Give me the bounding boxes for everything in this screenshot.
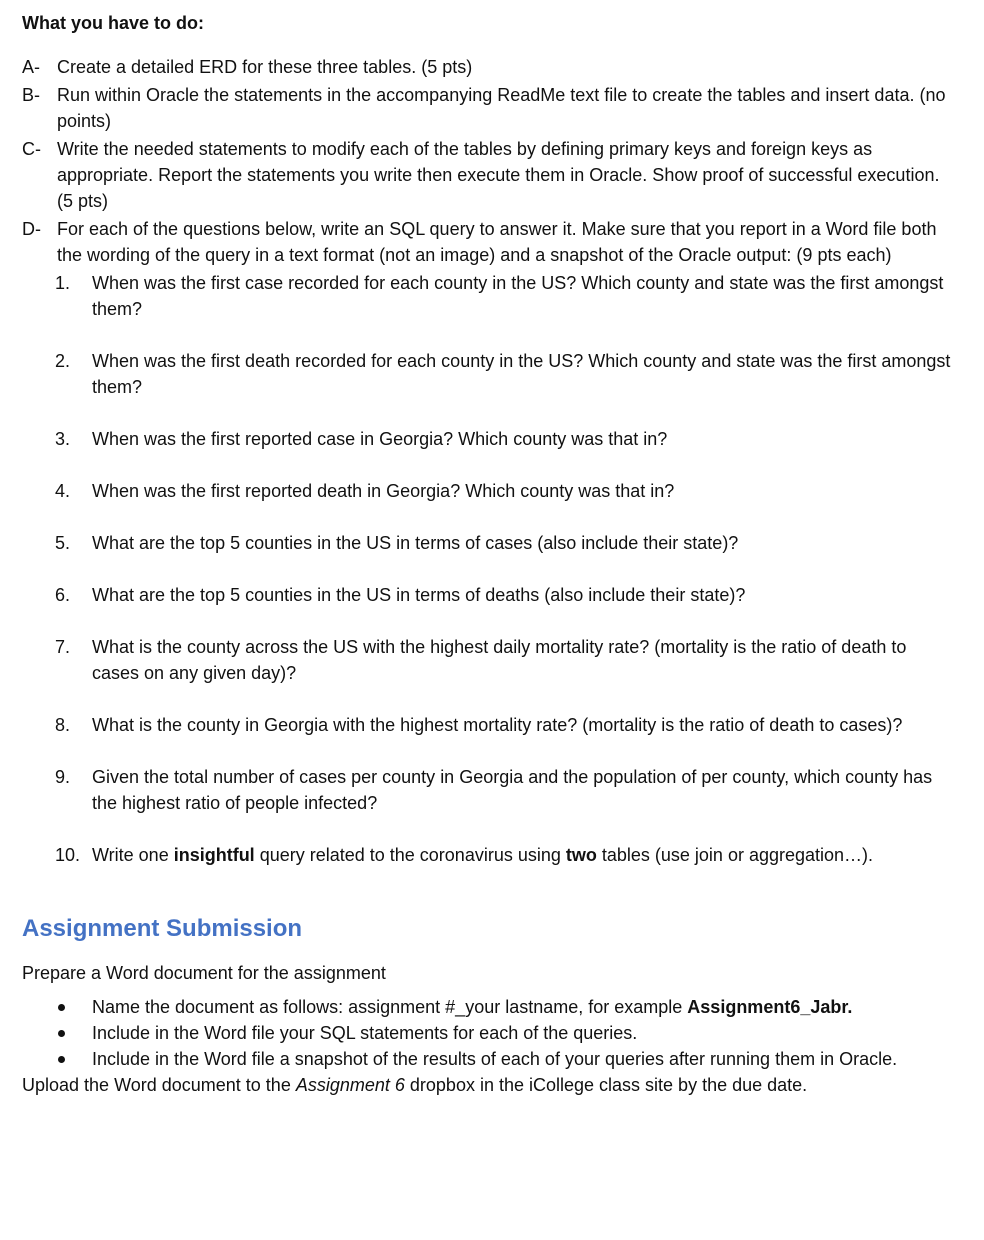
question-text-part: Write one <box>92 845 174 865</box>
emphasis-two: two <box>565 845 597 865</box>
question-7 <box>22 634 952 686</box>
task-text: Write the needed statements to modify each of the tables by defining primary keys and foreign keys as appropriate. Report the statements you write then execute them in Oracle. Show proof of successful execution. (5 pts) <box>57 139 940 211</box>
task-mark: A- <box>22 57 40 77</box>
question-text <box>92 845 873 865</box>
document-page <box>22 10 952 1106</box>
upload-instruction <box>22 1072 952 1098</box>
task-text: Create a detailed ERD for these three tables. (5 pts) <box>57 57 473 77</box>
task-mark: C- <box>22 139 41 159</box>
question-number: 6. <box>55 585 71 605</box>
question-text: When was the first death recorded for each county in the US? Which county and state was the first amongst them? <box>92 351 951 397</box>
task-mark: B- <box>22 85 40 105</box>
question-text: What are the top 5 counties in the US in terms of deaths (also include their state)? <box>92 585 746 605</box>
question-9 <box>22 764 952 816</box>
task-text: For each of the questions below, write an SQL query to answer it. Make sure that you report in a Word file both the wording of the query in a text format (not an image) and a snapshot of the Oracle output: (9 pts each) <box>57 219 937 265</box>
question-number: 3. <box>55 429 71 449</box>
question-number: 4. <box>55 481 71 501</box>
bullet-icon <box>58 1004 65 1011</box>
question-number: 9. <box>55 767 71 787</box>
bullet-item-naming <box>22 994 952 1020</box>
question-text: What are the top 5 counties in the US in terms of cases (also include their state)? <box>92 533 739 553</box>
example-filename: Assignment6_Jabr. <box>687 997 853 1017</box>
dropbox-name: Assignment 6 <box>295 1075 405 1095</box>
task-mark: D- <box>22 219 41 239</box>
question-3 <box>22 426 952 452</box>
bullet-text: Include in the Word file a snapshot of the results of each of your queries after running them in Oracle. <box>92 1049 898 1069</box>
question-text: When was the first reported death in Georgia? Which county was that in? <box>92 481 675 501</box>
question-5 <box>22 530 952 556</box>
question-text: What is the county in Georgia with the highest mortality rate? (mortality is the ratio of death to cases)? <box>92 715 903 735</box>
question-text-part: tables (use join or aggregation…). <box>596 845 874 865</box>
task-a <box>22 54 952 80</box>
question-8 <box>22 712 952 738</box>
bullet-icon <box>58 1030 65 1037</box>
task-text: Run within Oracle the statements in the accompanying ReadMe text file to create the tables and insert data. (no points) <box>57 85 946 131</box>
question-number: 5. <box>55 533 71 553</box>
question-number: 8. <box>55 715 71 735</box>
question-1 <box>22 270 952 322</box>
question-text: When was the first reported case in Georgia? Which county was that in? <box>92 429 668 449</box>
bullet-text: Name the document as follows: assignment #_your lastname, for example <box>92 997 688 1017</box>
question-6 <box>22 582 952 608</box>
upload-text: dropbox in the iCollege class site by the due date. <box>404 1075 808 1095</box>
question-2 <box>22 348 952 400</box>
question-number: 1. <box>55 273 71 293</box>
question-number: 10. <box>55 845 81 865</box>
bullet-icon <box>58 1056 65 1063</box>
question-text: When was the first case recorded for each county in the US? Which county and state was the first amongst them? <box>92 273 944 319</box>
submission-title: Assignment Submission <box>22 915 303 942</box>
question-text-part: query related to the coronavirus using <box>254 845 566 865</box>
bullet-text: Include in the Word file your SQL statements for each of the queries. <box>92 1023 638 1043</box>
question-10 <box>22 842 952 868</box>
section-heading: What you have to do: <box>22 13 204 33</box>
question-text: Given the total number of cases per county in Georgia and the population of per county, which county has the highest ratio of people infected? <box>92 767 933 813</box>
task-c <box>22 136 952 214</box>
bullet-item-snapshot <box>22 1046 952 1072</box>
submission-intro: Prepare a Word document for the assignment <box>22 963 386 983</box>
question-4 <box>22 478 952 504</box>
bullet-item-sql <box>22 1020 952 1046</box>
emphasis-insightful: insightful <box>173 845 255 865</box>
task-b <box>22 82 952 134</box>
task-d <box>22 216 952 268</box>
question-number: 2. <box>55 351 71 371</box>
question-number: 7. <box>55 637 71 657</box>
question-text: What is the county across the US with the highest daily mortality rate? (mortality is the ratio of death to cases on any given day)? <box>92 637 907 683</box>
upload-text: Upload the Word document to the <box>22 1075 296 1095</box>
